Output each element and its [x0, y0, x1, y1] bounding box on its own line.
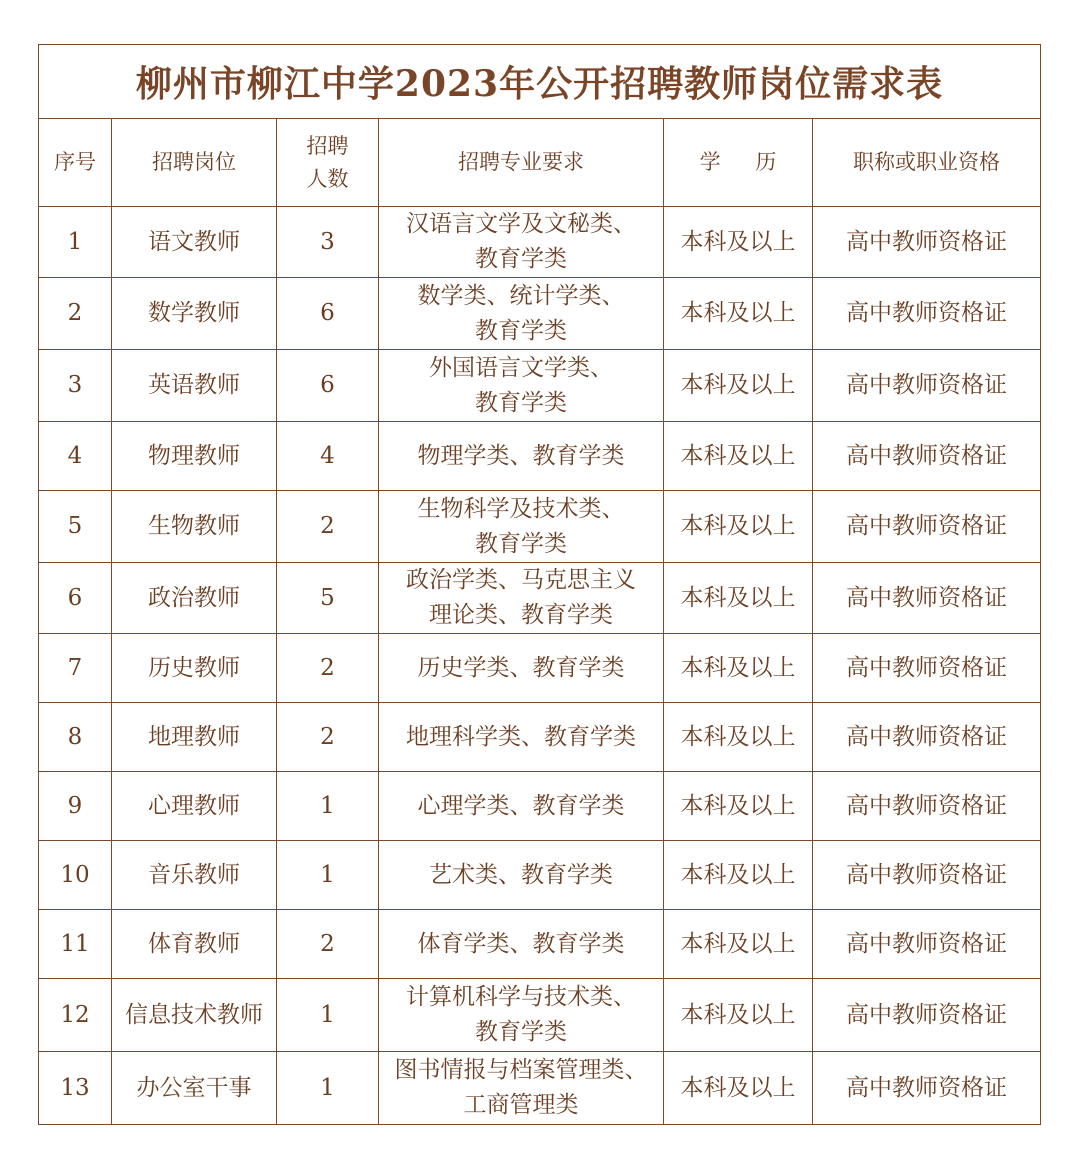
cell-major-line: 教育学类: [475, 389, 567, 416]
cell-seq: 12: [39, 979, 112, 1052]
cell-qualification: 高中教师资格证: [813, 979, 1041, 1052]
cell-major-line: 计算机科学与技术类、: [406, 984, 636, 1010]
cell-education: 本科及以上: [664, 634, 813, 703]
cell-seq: 9: [39, 772, 112, 841]
cell-position: 语文教师: [112, 207, 277, 278]
cell-count: 5: [277, 563, 379, 634]
cell-count: 2: [277, 910, 379, 979]
table-title: 柳州市柳江中学2023年公开招聘教师岗位需求表: [39, 45, 1041, 119]
cell-major: [379, 1052, 664, 1125]
cell-major-line: 教育学类: [475, 530, 567, 557]
cell-seq: 2: [39, 278, 112, 350]
cell-major-line: 教育学类: [475, 317, 567, 344]
cell-major-line: 图书情报与档案管理类、: [394, 1057, 648, 1083]
cell-position: 物理教师: [112, 422, 277, 491]
header-row: [39, 119, 1041, 207]
cell-qualification: 高中教师资格证: [813, 491, 1041, 563]
cell-major-line: 教育学类: [475, 1019, 567, 1045]
table-row: [39, 278, 1041, 350]
table-row: [39, 634, 1041, 703]
cell-major-line: 外国语言文学类、: [429, 354, 613, 381]
cell-major-line: 心理学类、教育学类: [417, 792, 625, 819]
cell-count: 1: [277, 979, 379, 1052]
cell-seq: 4: [39, 422, 112, 491]
table-row: [39, 207, 1041, 278]
cell-major: [379, 979, 664, 1052]
cell-major-line: 教育学类: [475, 246, 567, 272]
table-row: [39, 772, 1041, 841]
cell-position: 英语教师: [112, 350, 277, 422]
cell-seq: 6: [39, 563, 112, 634]
cell-major-line: 历史学类、教育学类: [417, 654, 625, 681]
cell-qualification: 高中教师资格证: [813, 350, 1041, 422]
cell-qualification: 高中教师资格证: [813, 207, 1041, 278]
cell-position: 音乐教师: [112, 841, 277, 910]
cell-education: 本科及以上: [664, 841, 813, 910]
header-count-line2: 人数: [306, 166, 349, 191]
recruitment-table-sheet: [38, 44, 1040, 1125]
cell-seq: 7: [39, 634, 112, 703]
cell-major-line: 数学类、统计学类、: [417, 282, 625, 309]
cell-position: 体育教师: [112, 910, 277, 979]
cell-major-line: 汉语言文学及文秘类、: [406, 211, 636, 237]
cell-education: 本科及以上: [664, 207, 813, 278]
cell-qualification: 高中教师资格证: [813, 1052, 1041, 1125]
cell-major: [379, 563, 664, 634]
cell-count: 6: [277, 350, 379, 422]
cell-education: 本科及以上: [664, 772, 813, 841]
cell-major-line: 艺术类、教育学类: [429, 861, 613, 888]
header-major: 招聘专业要求: [379, 119, 664, 207]
cell-seq: 13: [39, 1052, 112, 1125]
cell-seq: 11: [39, 910, 112, 979]
cell-seq: 3: [39, 350, 112, 422]
cell-qualification: 高中教师资格证: [813, 772, 1041, 841]
cell-education: 本科及以上: [664, 491, 813, 563]
table-row: [39, 979, 1041, 1052]
table-row: [39, 563, 1041, 634]
cell-position: 办公室干事: [112, 1052, 277, 1125]
cell-major: [379, 841, 664, 910]
cell-seq: 10: [39, 841, 112, 910]
cell-qualification: 高中教师资格证: [813, 703, 1041, 772]
cell-count: 4: [277, 422, 379, 491]
cell-education: 本科及以上: [664, 703, 813, 772]
header-count: [277, 119, 379, 207]
cell-major: [379, 350, 664, 422]
cell-education: 本科及以上: [664, 979, 813, 1052]
cell-qualification: 高中教师资格证: [813, 910, 1041, 979]
recruitment-table: [38, 44, 1041, 1125]
cell-major: [379, 634, 664, 703]
table-row: [39, 910, 1041, 979]
cell-major-line: 地理科学类、教育学类: [406, 723, 636, 750]
cell-count: 1: [277, 772, 379, 841]
cell-seq: 1: [39, 207, 112, 278]
cell-major: [379, 207, 664, 278]
cell-position: 心理教师: [112, 772, 277, 841]
cell-count: 1: [277, 841, 379, 910]
header-seq: 序号: [39, 119, 112, 207]
cell-count: 2: [277, 703, 379, 772]
cell-count: 6: [277, 278, 379, 350]
header-education: 学 历: [664, 119, 813, 207]
cell-major-line: 物理学类、教育学类: [417, 442, 625, 469]
cell-education: 本科及以上: [664, 422, 813, 491]
cell-qualification: 高中教师资格证: [813, 278, 1041, 350]
cell-major-line: 体育学类、教育学类: [417, 930, 625, 957]
cell-qualification: 高中教师资格证: [813, 841, 1041, 910]
table-row: [39, 1052, 1041, 1125]
table-row: [39, 491, 1041, 563]
table-row: [39, 703, 1041, 772]
table-row: [39, 841, 1041, 910]
cell-major-line: 理论类、教育学类: [429, 602, 613, 628]
header-count-line1: 招聘: [306, 133, 349, 158]
cell-qualification: 高中教师资格证: [813, 422, 1041, 491]
cell-major: [379, 278, 664, 350]
cell-major-line: 工商管理类: [463, 1092, 579, 1118]
cell-count: 3: [277, 207, 379, 278]
cell-position: 地理教师: [112, 703, 277, 772]
cell-position: 历史教师: [112, 634, 277, 703]
cell-education: 本科及以上: [664, 1052, 813, 1125]
cell-education: 本科及以上: [664, 350, 813, 422]
cell-position: 政治教师: [112, 563, 277, 634]
table-body: [39, 207, 1041, 1125]
cell-count: 2: [277, 634, 379, 703]
table-row: [39, 422, 1041, 491]
cell-education: 本科及以上: [664, 563, 813, 634]
cell-major-line: 政治学类、马克思主义: [406, 567, 636, 593]
cell-position: 信息技术教师: [112, 979, 277, 1052]
cell-count: 1: [277, 1052, 379, 1125]
cell-major: [379, 703, 664, 772]
cell-qualification: 高中教师资格证: [813, 634, 1041, 703]
cell-position: 数学教师: [112, 278, 277, 350]
cell-seq: 8: [39, 703, 112, 772]
cell-education: 本科及以上: [664, 910, 813, 979]
cell-major: [379, 491, 664, 563]
cell-position: 生物教师: [112, 491, 277, 563]
header-qualification: 职称或职业资格: [813, 119, 1041, 207]
cell-major: [379, 422, 664, 491]
cell-seq: 5: [39, 491, 112, 563]
cell-qualification: 高中教师资格证: [813, 563, 1041, 634]
cell-education: 本科及以上: [664, 278, 813, 350]
cell-major: [379, 772, 664, 841]
header-position: 招聘岗位: [112, 119, 277, 207]
cell-major-line: 生物科学及技术类、: [417, 495, 625, 522]
cell-count: 2: [277, 491, 379, 563]
cell-major: [379, 910, 664, 979]
table-row: [39, 350, 1041, 422]
